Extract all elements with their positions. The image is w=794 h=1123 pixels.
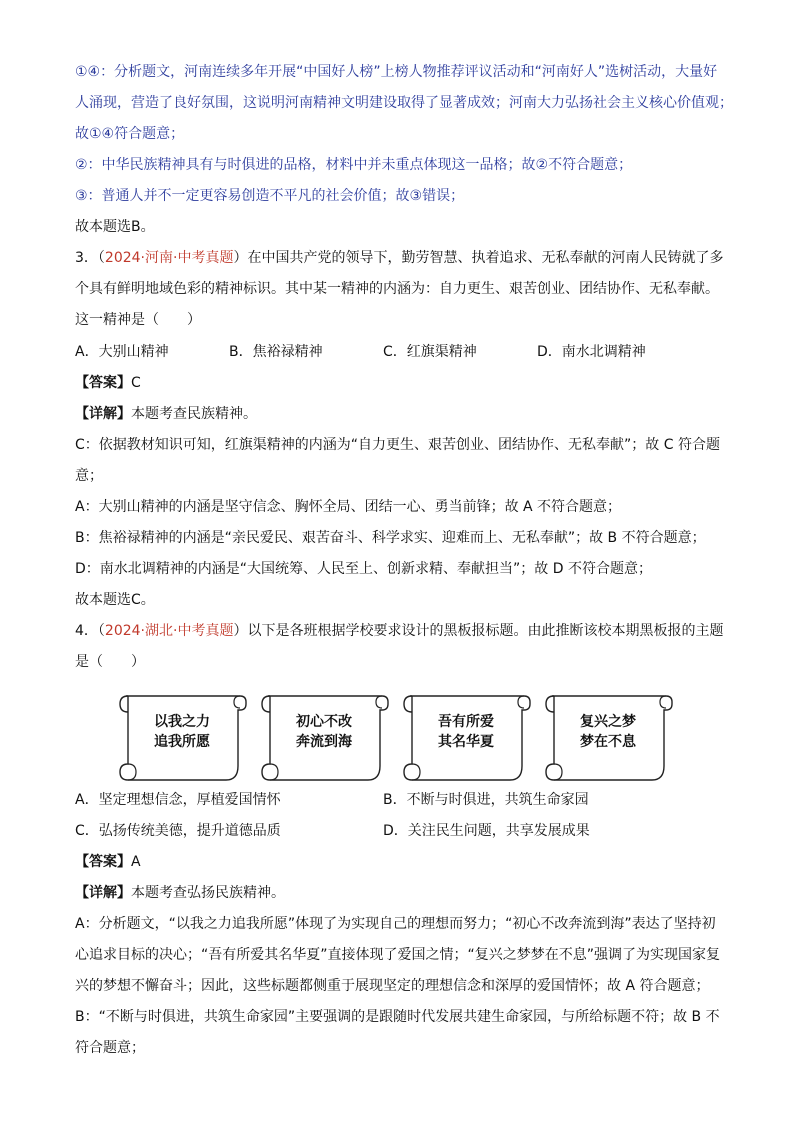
explanation-line: 符合题意； bbox=[75, 1040, 145, 1056]
answer-line: 【答案】A bbox=[75, 854, 141, 870]
scroll-title: 以我之力 追我所愿 bbox=[154, 714, 210, 750]
question-number: 3． bbox=[75, 250, 98, 266]
option-a: A．大别山精神 bbox=[75, 344, 169, 360]
question-source: 2024·河南·中考真题 bbox=[104, 250, 234, 266]
answer-value: C bbox=[131, 375, 141, 391]
explanation-line: ③：普通人并不一定更容易创造不平凡的社会价值；故③错误； bbox=[75, 188, 465, 204]
explanation-line: 兴的梦想不懈奋斗；因此，这些标题都侧重于展现坚定的理想信念和深厚的爱国情怀；故 A 符合题意； bbox=[75, 978, 710, 994]
explanation-line: ②：中华民族精神具有与时俱进的品格，材料中并未重点体现这一品格；故②不符合题意； bbox=[75, 157, 633, 173]
explanation-line: 意； bbox=[75, 468, 103, 484]
option-d: D．南水北调精神 bbox=[537, 344, 646, 360]
question-source: 2024·湖北·中考真题 bbox=[104, 623, 234, 639]
answer-value: A bbox=[131, 854, 141, 870]
explanation-line: 人涌现，营造了良好氛围，这说明河南精神文明建设取得了显著成效；河南大力弘扬社会主义核心价值观； bbox=[75, 95, 733, 111]
question-4-stem: 4．（2024·湖北·中考真题）以下是各班根据学校要求设计的黑板报标题。由此推断该校本期黑板报的主题 bbox=[75, 623, 724, 639]
option-d: D．关注民生问题，共享发展成果 bbox=[383, 823, 590, 839]
option-a: A．坚定理想信念，厚植爱国情怀 bbox=[75, 792, 281, 808]
option-b: B．不断与时俱进，共筑生命家园 bbox=[383, 792, 589, 808]
scroll-title: 吾有所爱 其名华夏 bbox=[438, 714, 494, 750]
scroll-banner bbox=[400, 684, 532, 784]
scroll-title: 初心不改 奔流到海 bbox=[296, 714, 352, 750]
question-3-stem: 这一精神是（ ） bbox=[75, 312, 201, 328]
explanation-line: C：依据教材知识可知，红旗渠精神的内涵为“自力更生、艰苦创业、团结协作、无私奉献”；故 C 符合题 bbox=[75, 437, 720, 453]
scroll-title: 复兴之梦 梦在不息 bbox=[580, 714, 636, 750]
question-4-stem: 是（ ） bbox=[75, 654, 145, 670]
explanation-line: D：南水北调精神的内涵是“大国统筹、人民至上、创新求精、奉献担当”；故 D 不符合题意； bbox=[75, 561, 652, 577]
option-b: B．焦裕禄精神 bbox=[229, 344, 323, 360]
detail-line: 【详解】本题考查民族精神。 bbox=[75, 406, 257, 422]
scroll-banner bbox=[542, 684, 674, 784]
explanation-line: A：大别山精神的内涵是坚守信念、胸怀全局、团结一心、勇当前锋；故 A 不符合题意； bbox=[75, 499, 622, 515]
answer-line: 【答案】C bbox=[75, 375, 141, 391]
option-c: C．红旗渠精神 bbox=[383, 344, 477, 360]
option-c: C．弘扬传统美德，提升道德品质 bbox=[75, 823, 281, 839]
detail-line: 【详解】本题考查弘扬民族精神。 bbox=[75, 885, 285, 901]
explanation-line: ①④：分析题文，河南连续多年开展“中国好人榜”上榜人物推荐评议活动和“河南好人”选树活动，大量好 bbox=[75, 64, 718, 80]
question-number: 4． bbox=[75, 623, 98, 639]
question-3-stem: 个具有鲜明地域色彩的精神标识。其中某一精神的内涵为：自力更生、艰苦创业、团结协作、无私奉献。 bbox=[75, 281, 719, 297]
explanation-line: A：分析题文，“以我之力追我所愿”体现了为实现自己的理想而努力；“初心不改奔流到海”表达了坚持初 bbox=[75, 916, 716, 932]
explanation-line: B：“不断与时俱进，共筑生命家园”主要强调的是跟随时代发展共建生命家园，与所给标题不符；故 B 不 bbox=[75, 1009, 720, 1025]
explanation-line: B：焦裕禄精神的内涵是“亲民爱民、艰苦奋斗、科学求实、迎难而上、无私奉献”；故 B 不符合题意； bbox=[75, 530, 706, 546]
conclusion-line: 故本题选B。 bbox=[75, 219, 155, 235]
question-3-stem: 3．（2024·河南·中考真题）在中国共产党的领导下，勤劳智慧、执着追求、无私奉献的河南人民铸就了多 bbox=[75, 250, 724, 266]
explanation-line: 故①④符合题意； bbox=[75, 126, 185, 142]
blackboard-title-scrolls bbox=[116, 684, 676, 784]
conclusion-line: 故本题选C。 bbox=[75, 592, 155, 608]
explanation-line: 心追求目标的决心；“吾有所爱其名华夏”直接体现了爱国之情；“复兴之梦梦在不息”强调了为实现国家复 bbox=[75, 947, 721, 963]
scroll-banner bbox=[258, 684, 390, 784]
scroll-banner bbox=[116, 684, 248, 784]
